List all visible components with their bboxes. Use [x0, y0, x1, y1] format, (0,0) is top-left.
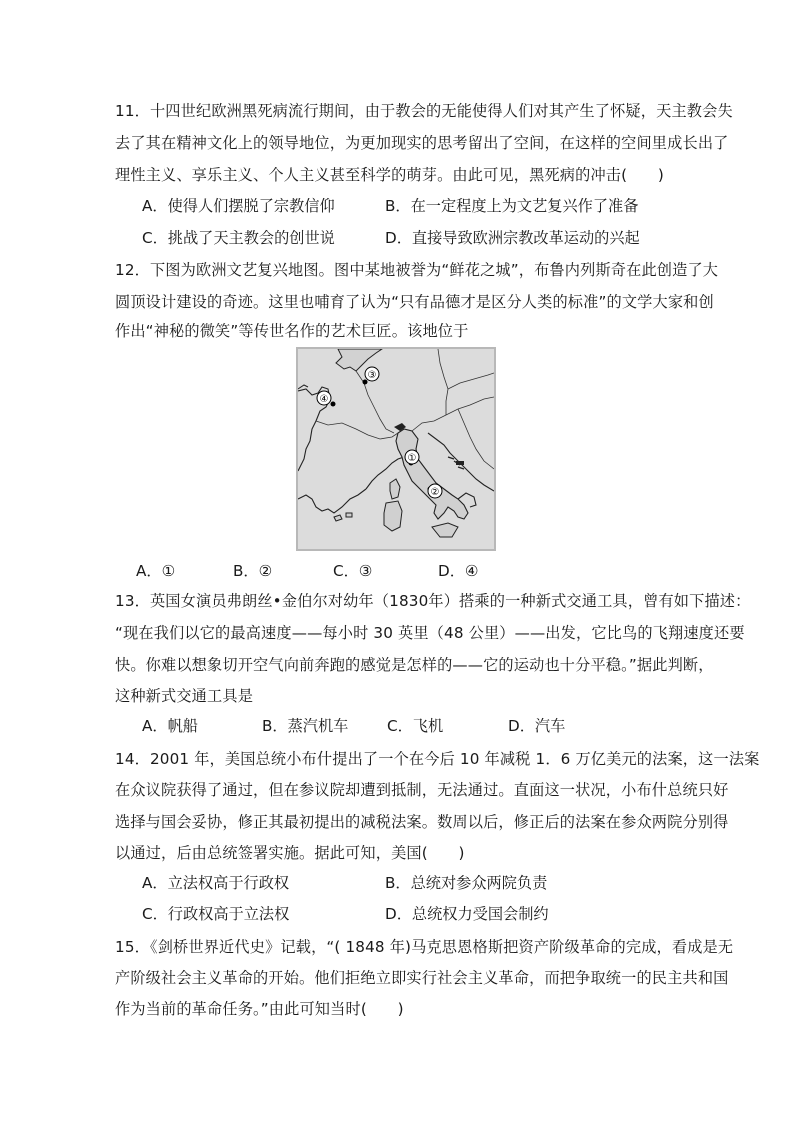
q15-stem-line-3: 作为当前的革命任务。”由此可知当时( ): [115, 1000, 404, 1018]
q11-stem-line-2: 去了其在精神文化上的领导地位，为更加现实的思考留出了空间，在这样的空间里成长出了: [115, 134, 729, 152]
map-marker-4: ④: [319, 394, 329, 405]
q13-stem-line-1: 13．英国女演员弗朗丝•金伯尔对幼年（1830年）搭乘的一种新式交通工具，曾有如下描述：: [115, 592, 751, 610]
q14-stem-line-2: 在众议院获得了通过，但在参议院却遭到抵制，无法通过。直面这一状况，小布什总统只好: [115, 781, 729, 799]
q11-option-c: C．挑战了天主教会的创世说: [142, 229, 335, 247]
q11-option-a: A．使得人们摆脱了宗教信仰: [142, 197, 335, 215]
q14-option-b: B．总统对参众两院负责: [385, 874, 548, 892]
q12-option-b: B．②: [233, 562, 273, 580]
q11-option-d: D．直接导致欧洲宗教改革运动的兴起: [385, 229, 640, 247]
q12-stem-line-2: 圆顶设计建设的奇迹。这里也哺育了认为“只有品德才是区分人类的标准”的文学大家和创: [115, 293, 714, 311]
q11-stem-line-1: 11．十四世纪欧洲黑死病流行期间，由于教会的无能使得人们对其产生了怀疑，天主教会失: [115, 102, 733, 120]
q14-option-a: A．立法权高于行政权: [142, 874, 290, 892]
map-marker-1: ①: [407, 453, 417, 464]
q12-option-a: A．①: [136, 562, 176, 580]
q13-option-b: B．蒸汽机车: [262, 717, 349, 735]
q14-stem-line-4: 以通过，后由总统签署实施。据此可知，美国( ): [115, 844, 465, 862]
q14-stem-line-1: 14．2001 年，美国总统小布什提出了一个在今后 10 年减税 1．6 万亿美元的法案，这一法案: [115, 750, 760, 768]
q15-stem-line-2: 产阶级社会主义革命的开始。他们拒绝立即实行社会主义革命，而把争取统一的民主共和国: [115, 969, 729, 987]
q15-stem-line-1: 15．《剑桥世界近代史》记载，“( 1848 年)马克思恩格斯把资产阶级革命的完成，看成是无: [115, 938, 734, 956]
q11-option-b: B．在一定程度上为文艺复兴作了准备: [385, 197, 639, 215]
q14-stem-line-3: 选择与国会妥协，修正其最初提出的减税法案。数周以后，修正后的法案在参众两院分别得: [115, 813, 729, 831]
q12-stem-line-3: 作出“神秘的微笑”等传世名作的艺术巨匠。该地位于: [115, 322, 469, 340]
q13-stem-line-4: 这种新式交通工具是: [115, 687, 254, 705]
q11-stem-line-3: 理性主义、享乐主义、个人主义甚至科学的萌芽。由此可见，黑死病的冲击( ): [115, 166, 664, 184]
q13-stem-line-3: 快。你难以想象切开空气向前奔跑的感觉是怎样的——它的运动也十分平稳。”据此判断，: [115, 656, 714, 674]
q12-stem-line-1: 12．下图为欧洲文艺复兴地图。图中某地被誉为“鲜花之城”，布鲁内列斯奇在此创造了大: [115, 261, 719, 279]
q13-option-a: A．帆船: [142, 717, 198, 735]
q12-option-c: C．③: [333, 562, 373, 580]
q13-stem-line-2: “现在我们以它的最高速度——每小时 30 英里（48 公里）——出发，它比鸟的飞翔速度还要: [115, 624, 745, 642]
q13-option-d: D．汽车: [508, 717, 566, 735]
q12-option-d: D．④: [438, 562, 479, 580]
q14-option-c: C．行政权高于立法权: [142, 905, 290, 923]
map-marker-2: ②: [430, 487, 440, 498]
q13-option-c: C．飞机: [387, 717, 444, 735]
q14-option-d: D．总统权力受国会制约: [385, 905, 549, 923]
map-marker-3: ③: [367, 370, 377, 381]
renaissance-europe-map: [296, 347, 496, 551]
